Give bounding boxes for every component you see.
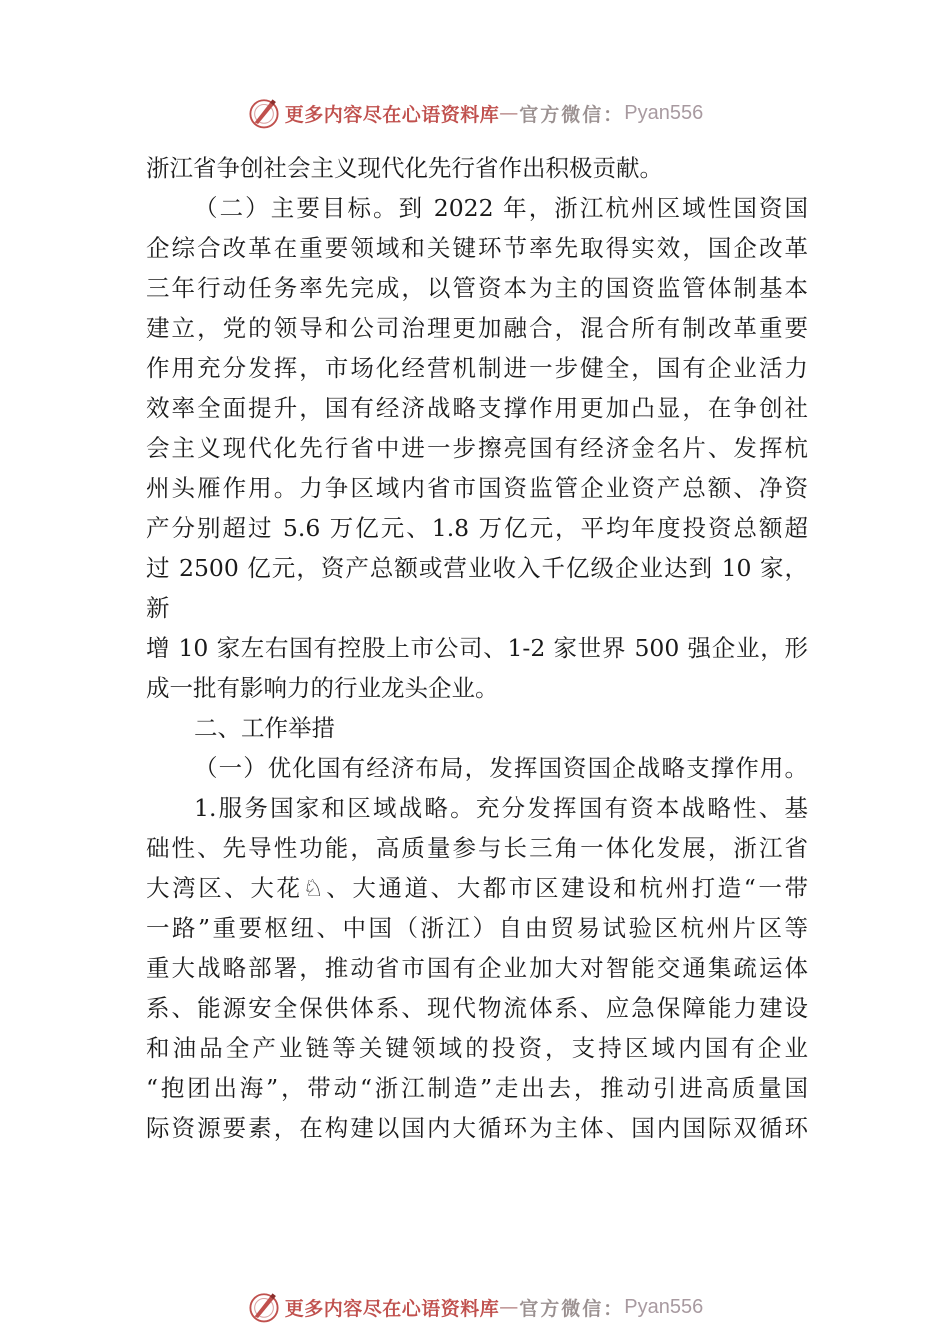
body-line: “抱团出海”，带动“浙江制造”走出去，推动引进高质量国: [146, 1074, 808, 1102]
body-line: 三年行动任务率先完成，以管资本为主的国资监管体制基本: [146, 274, 808, 302]
body-line: 重大战略部署，推动省市国有企业加大对智能交通集疏运体: [146, 954, 808, 982]
body-line: 过 2500 亿元，资产总额或营业收入千亿级企业达到 10 家，: [146, 554, 808, 582]
body-line: 建立，党的领导和公司治理更加融合，混合所有制改革重要: [146, 314, 808, 342]
body-line: （二）主要目标。到 2022 年，浙江杭州区域性国资国: [194, 194, 808, 222]
header-wechat-id: Pyan556: [624, 101, 704, 124]
header-brand: 更多内容尽在心语资料库: [284, 103, 500, 126]
body-line: 成一批有影响力的行业龙头企业。: [146, 674, 499, 702]
body-line: 作用充分发挥，市场化经营机制进一步健全，国有企业活力: [146, 354, 808, 382]
header-banner: [0, 96, 950, 130]
body-line: 州头雁作用。力争区域内省市国资监管企业资产总额、净资: [146, 474, 808, 502]
document-body: [146, 148, 808, 1148]
body-line: 会主义现代化先行省中进一步擦亮国有经济金名片、发挥杭: [146, 434, 808, 462]
footer-banner: [0, 1290, 950, 1324]
footer-wechat-label: 官方微信：: [519, 1297, 625, 1320]
logo-icon: [247, 96, 281, 130]
footer-wechat-id: Pyan556: [624, 1295, 704, 1318]
body-line: 企综合改革在重要领域和关键环节率先取得实效，国企改革: [146, 234, 808, 262]
body-line: 浙江省争创社会主义现代化先行省作出积极贡献。: [146, 154, 663, 182]
header-wechat-label: 官方微信：: [519, 103, 625, 126]
body-line: 产分别超过 5.6 万亿元、1.8 万亿元，平均年度投资总额超: [146, 514, 808, 542]
subsection-heading: （一）优化国有经济布局，发挥国资国企战略支撑作用。: [194, 754, 808, 782]
body-line: 础性、先导性功能，高质量参与长三角一体化发展，浙江省: [146, 834, 808, 862]
body-line: 效率全面提升，国有经济战略支撑作用更加凸显，在争创社: [146, 394, 808, 422]
body-line: 大湾区、大花♘、大通道、大都市区建设和杭州打造“一带: [146, 874, 808, 902]
logo-icon: [247, 1290, 281, 1324]
body-line: 1.服务国家和区域战略。充分发挥国有资本战略性、基: [194, 794, 808, 822]
body-line: 际资源要素，在构建以国内大循环为主体、国内国际双循环: [146, 1114, 808, 1142]
body-line: 增 10 家左右国有控股上市公司、1-2 家世界 500 强企业，形: [146, 634, 808, 662]
section-heading: 二、工作举措: [194, 714, 335, 742]
body-line: 新: [146, 594, 170, 622]
body-line: 系、能源安全保供体系、现代物流体系、应急保障能力建设: [146, 994, 808, 1022]
footer-dash: —: [499, 1296, 520, 1318]
header-dash: —: [499, 102, 520, 124]
body-line: 一路”重要枢纽、中国（浙江）自由贸易试验区杭州片区等: [146, 914, 808, 942]
footer-brand: 更多内容尽在心语资料库: [284, 1297, 500, 1320]
body-line: 和油品全产业链等关键领域的投资，支持区域内国有企业: [146, 1034, 808, 1062]
